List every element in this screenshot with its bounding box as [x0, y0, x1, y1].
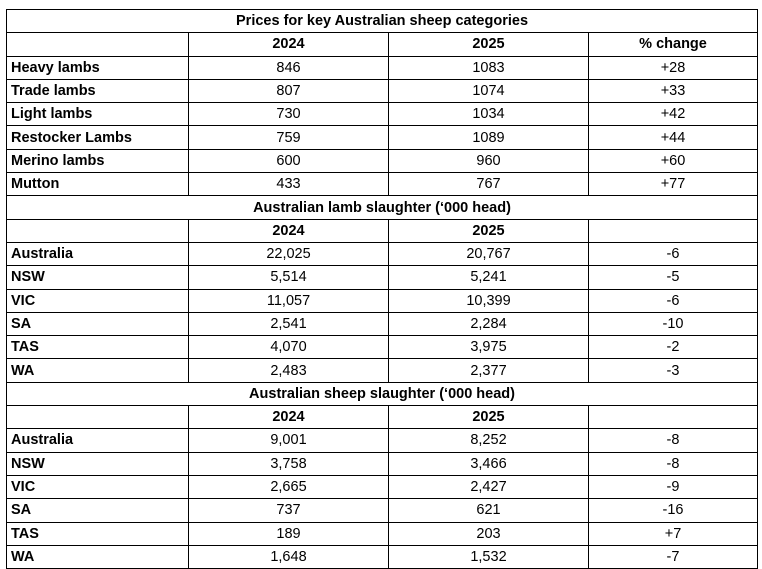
value-2024: 1,648: [189, 545, 389, 568]
value-change: +33: [589, 79, 758, 102]
row-label: SA: [7, 499, 189, 522]
value-2024: 433: [189, 173, 389, 196]
value-change: -9: [589, 475, 758, 498]
table-row: [7, 266, 758, 289]
section-title-row: [7, 382, 758, 405]
value-2024: 4,070: [189, 336, 389, 359]
table-row: [7, 103, 758, 126]
value-2025: 2,377: [389, 359, 589, 382]
table-row: [7, 499, 758, 522]
table-row: [7, 359, 758, 382]
header-cell-empty: [7, 219, 189, 242]
row-label: Australia: [7, 242, 189, 265]
row-label: Trade lambs: [7, 79, 189, 102]
value-change: -3: [589, 359, 758, 382]
row-label: Australia: [7, 429, 189, 452]
header-cell-2025: 2025: [389, 406, 589, 429]
section-title-row: [7, 10, 758, 33]
table-row: [7, 126, 758, 149]
row-label: VIC: [7, 289, 189, 312]
value-change: -6: [589, 242, 758, 265]
header-cell-empty: [589, 406, 758, 429]
value-2025: 2,427: [389, 475, 589, 498]
header-cell-empty: [589, 219, 758, 242]
row-label: SA: [7, 312, 189, 335]
value-2024: 189: [189, 522, 389, 545]
header-cell-2025: 2025: [389, 219, 589, 242]
value-2024: 11,057: [189, 289, 389, 312]
row-label: Merino lambs: [7, 149, 189, 172]
table-row: [7, 242, 758, 265]
value-change: +7: [589, 522, 758, 545]
table-row: [7, 429, 758, 452]
row-label: WA: [7, 359, 189, 382]
row-label: Mutton: [7, 173, 189, 196]
header-cell-2025: 2025: [389, 33, 589, 56]
table-row: [7, 149, 758, 172]
value-2025: 3,466: [389, 452, 589, 475]
value-2025: 621: [389, 499, 589, 522]
value-2024: 2,483: [189, 359, 389, 382]
value-change: -5: [589, 266, 758, 289]
value-2025: 10,399: [389, 289, 589, 312]
section-title: Australian sheep slaughter (‘000 head): [7, 382, 758, 405]
value-change: -8: [589, 429, 758, 452]
value-2025: 1,532: [389, 545, 589, 568]
table-row: [7, 289, 758, 312]
header-cell-empty: [7, 406, 189, 429]
value-2024: 807: [189, 79, 389, 102]
sheep-data-table: [6, 9, 758, 569]
value-2025: 2,284: [389, 312, 589, 335]
value-change: -2: [589, 336, 758, 359]
table-row: [7, 336, 758, 359]
value-2025: 8,252: [389, 429, 589, 452]
header-cell-2024: 2024: [189, 33, 389, 56]
row-label: TAS: [7, 522, 189, 545]
value-change: -16: [589, 499, 758, 522]
header-row: [7, 406, 758, 429]
value-change: -7: [589, 545, 758, 568]
value-change: -6: [589, 289, 758, 312]
value-2025: 960: [389, 149, 589, 172]
row-label: VIC: [7, 475, 189, 498]
section-title-row: [7, 196, 758, 219]
table-row: [7, 173, 758, 196]
table-row: [7, 56, 758, 79]
value-2025: 1083: [389, 56, 589, 79]
row-label: TAS: [7, 336, 189, 359]
table-row: [7, 452, 758, 475]
row-label: WA: [7, 545, 189, 568]
value-change: +42: [589, 103, 758, 126]
table-row: [7, 475, 758, 498]
value-2025: 1034: [389, 103, 589, 126]
value-2024: 2,541: [189, 312, 389, 335]
section-title: Prices for key Australian sheep categories: [7, 10, 758, 33]
value-change: +28: [589, 56, 758, 79]
value-2024: 759: [189, 126, 389, 149]
value-change: +44: [589, 126, 758, 149]
row-label: NSW: [7, 266, 189, 289]
table-row: [7, 522, 758, 545]
table-row: [7, 545, 758, 568]
value-change: -8: [589, 452, 758, 475]
value-change: +60: [589, 149, 758, 172]
value-change: -10: [589, 312, 758, 335]
value-2025: 3,975: [389, 336, 589, 359]
header-cell-2024: 2024: [189, 406, 389, 429]
value-2025: 767: [389, 173, 589, 196]
value-2025: 5,241: [389, 266, 589, 289]
value-change: +77: [589, 173, 758, 196]
row-label: Restocker Lambs: [7, 126, 189, 149]
value-2025: 1074: [389, 79, 589, 102]
header-cell-2024: 2024: [189, 219, 389, 242]
value-2025: 1089: [389, 126, 589, 149]
value-2024: 737: [189, 499, 389, 522]
header-row: [7, 219, 758, 242]
value-2024: 5,514: [189, 266, 389, 289]
value-2024: 730: [189, 103, 389, 126]
row-label: Heavy lambs: [7, 56, 189, 79]
value-2024: 600: [189, 149, 389, 172]
header-row: [7, 33, 758, 56]
value-2024: 9,001: [189, 429, 389, 452]
section-title: Australian lamb slaughter (‘000 head): [7, 196, 758, 219]
table-row: [7, 79, 758, 102]
value-2024: 22,025: [189, 242, 389, 265]
header-cell-change: % change: [589, 33, 758, 56]
header-cell-empty: [7, 33, 189, 56]
row-label: NSW: [7, 452, 189, 475]
table-row: [7, 312, 758, 335]
value-2024: 846: [189, 56, 389, 79]
row-label: Light lambs: [7, 103, 189, 126]
value-2024: 2,665: [189, 475, 389, 498]
value-2024: 3,758: [189, 452, 389, 475]
value-2025: 20,767: [389, 242, 589, 265]
value-2025: 203: [389, 522, 589, 545]
